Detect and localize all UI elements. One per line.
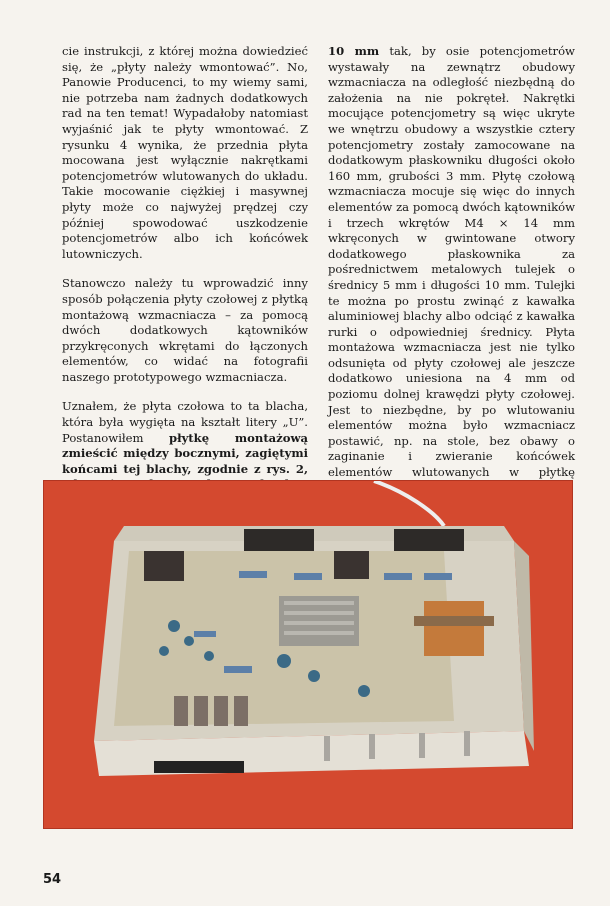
paragraph-3-plain: Uznałem, że płyta czołowa to ta blacha, która była wygięta na kształt litery „U”. Postanowiłem	[62, 399, 308, 445]
connector-middle	[334, 551, 369, 579]
amplifier-photo-illustration	[44, 481, 572, 828]
ic-right	[394, 529, 464, 551]
transformer-core	[414, 616, 494, 626]
connector-left	[144, 551, 184, 581]
ic-left	[244, 529, 314, 551]
amplifier-photo	[43, 480, 573, 829]
right-text-column	[328, 44, 575, 496]
paragraph-1: cie instrukcji, z której można dowiedzieć się, że „płyty należy wmontować”. No, Panowie Producenci, to my wiemy sami, nie potrzeba nam żadnych dodatkowych rad na ten temat! Wypadałoby natomiast wyjaśnić jak te płyty wmontować. Z rysunku 4 wynika, że przednia płyta mocowana jest wyłącznie nakrętkami potencjometrów wlutowanych do układu. Takie mocowanie ciężkiej i masywnej płyty może co najwyżej prędzej czy później spowodować uszkodzenie potencjometrów albo ich końcówek lutowniczych.	[62, 44, 308, 261]
transformer-coil	[424, 601, 484, 656]
power-cable	[374, 481, 444, 526]
left-text-column	[62, 44, 308, 509]
paragraph-4-bold: 10 mm	[328, 44, 380, 58]
paragraph-3-bold: płytkę montażową zmieścić między bocznymi, zagiętymi końcami tej blachy, zgodnie z rys. 2,	[62, 430, 308, 476]
front-connector-strip	[154, 761, 244, 773]
page-number: 54	[43, 872, 62, 887]
paragraph-4-plain: tak, by osie potencjometrów wystawały na zewnątrz obudowy wzmacniacza na odległość niezbędną do założenia na nie pokręteł. Nakrętki mocujące potencjometry są więc ukryte we wnętrzu obudowy a wszystkie cztery potencjometry zostały zamocowane na dodatkowym płaskowniku długości około 160 mm, grubości 3 mm. Płytę czołową wzmacniacza mocuje się więc do innych elementów za pomocą dwóch kątowników i trzech wkrętów M4 × 14 mm wkręconych w gwintowane otwory dodatkowego płaskownika za pośrednictwem metalowych tulejek o średnicy 5 mm i długości 10 mm. Tulejki te można po prostu zwinąć z kawałka aluminiowej blachy albo odciąć z kawałka rurki o odpowiedniej średnicy. Płyta montażowa wzmacniacza jest nie tylko odsunięta od płyty czołowej ale jeszcze dodatkowo uniesiona na 4 mm od poziomu dolnej krawędzi płyty czołowej. Jest to niezbędne, by po wlutowaniu elementów można było wzmacniacz postawić, np. na stole, bez obawy o zaginanie i zwieranie końcówek elementów wlutowanych w płytkę	[328, 44, 575, 480]
paragraph-2: Stanowczo należy tu wprowadzić inny sposób połączenia płyty czołowej z płytką montażową wzmacniacza – za pomocą dwóch dodatkowych kątowników przykręconych wkrętami do łączonych elementów, co widać na fotografii naszego prototypowego wzmacniacza.	[62, 276, 308, 384]
paragraph-4	[328, 44, 575, 496]
